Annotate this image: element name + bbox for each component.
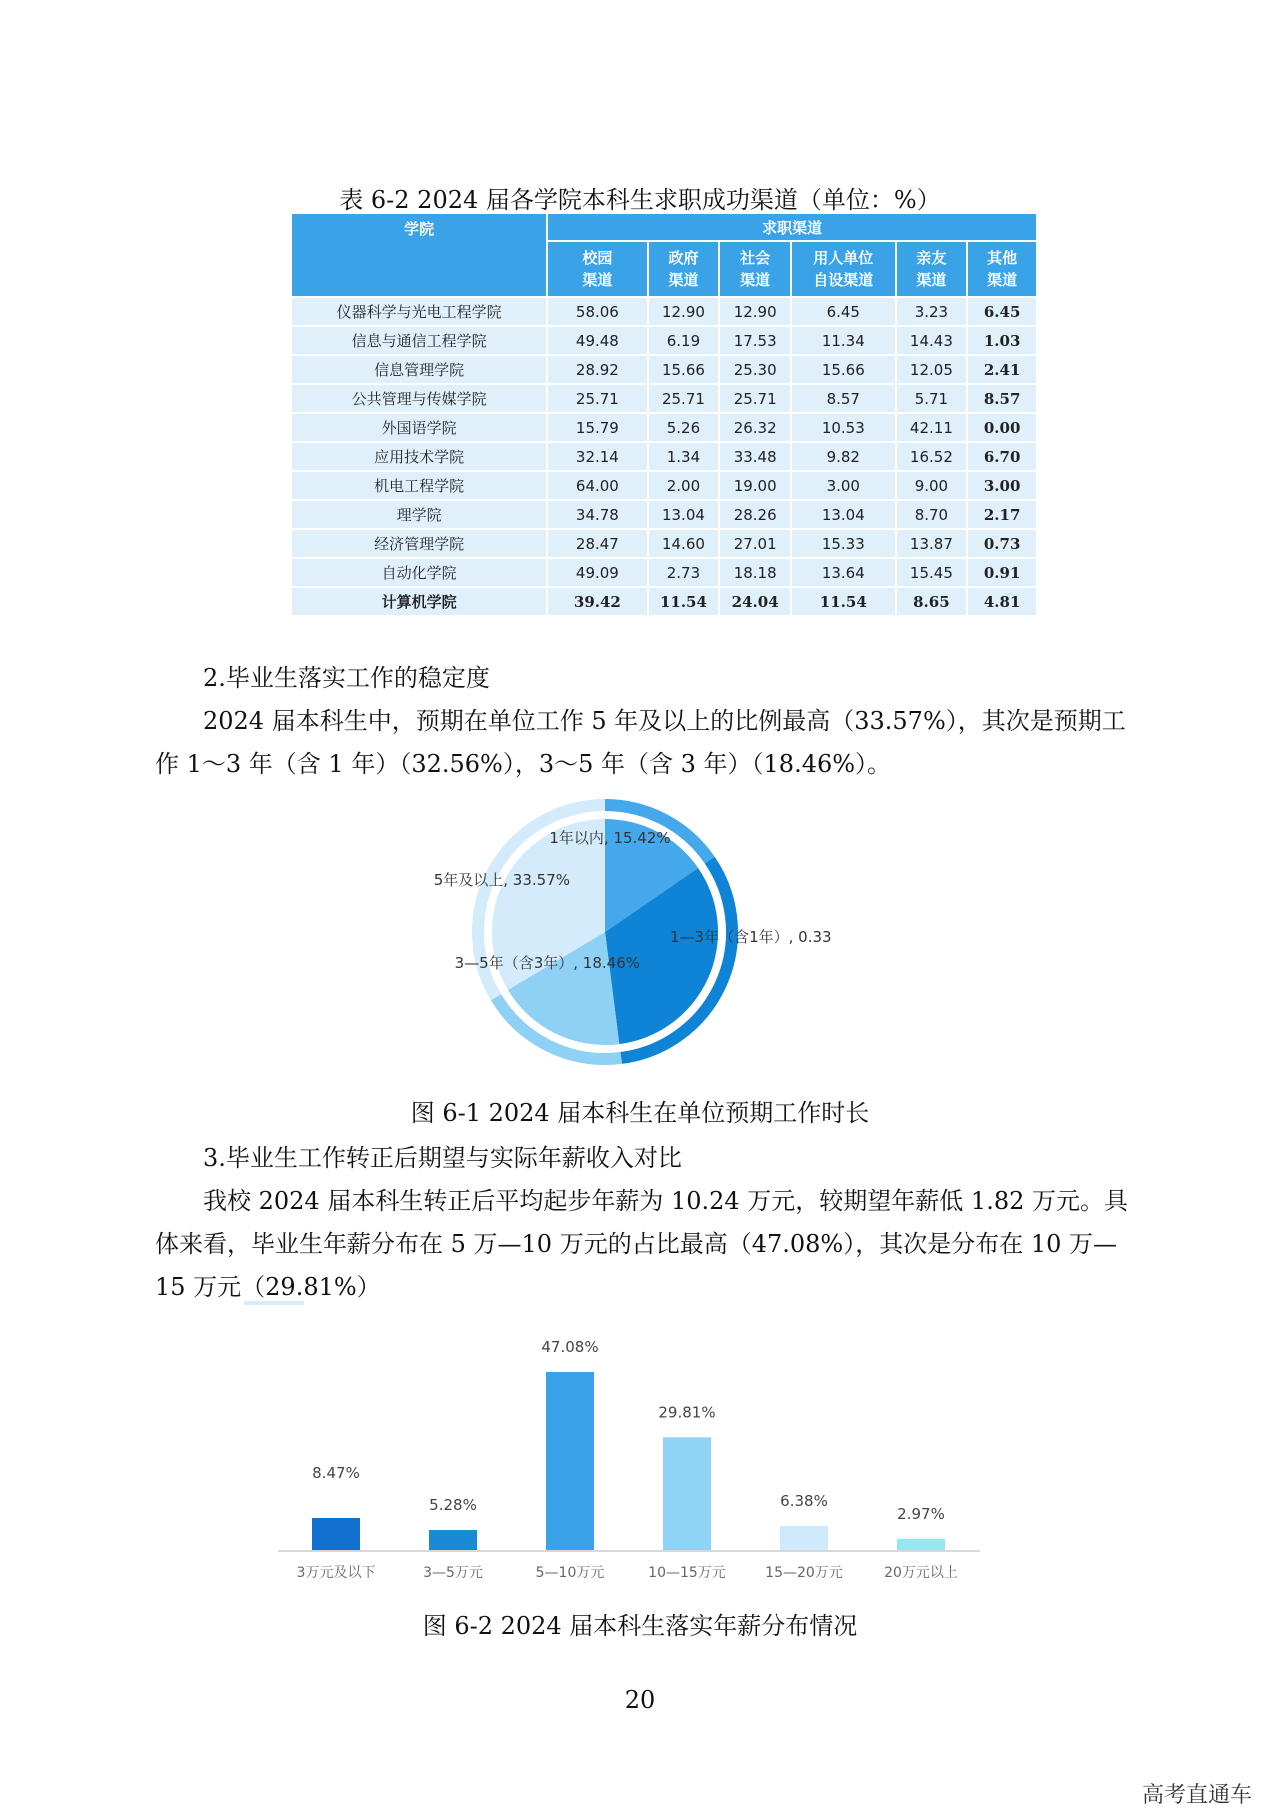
bar-value-label: 47.08% <box>541 1338 599 1356</box>
x-tick-label: 3—5万元 <box>423 1565 483 1581</box>
value-cell: 16.52 <box>897 443 969 472</box>
table-row <box>292 588 1038 617</box>
value-cell: 11.54 <box>792 588 897 617</box>
value-cell: 13.04 <box>792 501 897 530</box>
value-cell: 15.66 <box>792 356 897 385</box>
value-cell: 15.79 <box>548 414 648 443</box>
value-cell: 25.30 <box>720 356 792 385</box>
value-cell: 12.90 <box>649 298 721 327</box>
value-cell: 3.23 <box>897 298 969 327</box>
value-cell: 58.06 <box>548 298 648 327</box>
section-3-heading: 3.毕业生工作转正后期望与实际年薪收入对比 <box>203 1144 682 1172</box>
bar <box>663 1437 711 1550</box>
bar <box>546 1372 594 1550</box>
value-cell: 3.00 <box>968 472 1038 501</box>
college-cell: 经济管理学院 <box>292 530 548 559</box>
section-3-body: 我校 2024 届本科生转正后平均起步年薪为 10.24 万元，较期望年薪低 1.82 万元。具体来看，毕业生年薪分布在 5 万—10 万元的占比最高（47.08%），其次是分布在 10 万—15 万元（29.81%） <box>155 1187 1128 1301</box>
column-header <box>649 242 721 298</box>
value-cell: 28.26 <box>720 501 792 530</box>
college-cell: 计算机学院 <box>292 588 548 617</box>
value-cell: 24.04 <box>720 588 792 617</box>
column-header-line2: 渠道 <box>916 271 947 289</box>
value-cell: 11.34 <box>792 327 897 356</box>
column-header <box>720 242 792 298</box>
column-header-line2: 自设渠道 <box>813 271 874 289</box>
channel-group-header: 求职渠道 <box>548 214 1038 242</box>
bar-chart <box>0 1300 1280 1600</box>
value-cell: 25.71 <box>649 385 721 414</box>
value-cell: 1.34 <box>649 443 721 472</box>
pie-slice-label: 3—5年（含3年）, 18.46% <box>454 954 640 972</box>
value-cell: 6.45 <box>792 298 897 327</box>
value-cell: 8.57 <box>792 385 897 414</box>
bar <box>312 1518 360 1550</box>
table-caption: 表 6-2 2024 届各学院本科生求职成功渠道（单位：%） <box>339 186 941 214</box>
value-cell: 8.57 <box>968 385 1038 414</box>
table-row <box>292 414 1038 443</box>
value-cell: 13.04 <box>649 501 721 530</box>
value-cell: 27.01 <box>720 530 792 559</box>
column-header-line1: 校园 <box>582 249 613 267</box>
value-cell: 13.64 <box>792 559 897 588</box>
value-cell: 6.19 <box>649 327 721 356</box>
x-tick-label: 10—15万元 <box>648 1565 726 1581</box>
value-cell: 42.11 <box>897 414 969 443</box>
value-cell: 17.53 <box>720 327 792 356</box>
table-row <box>292 472 1038 501</box>
section-3 <box>155 1137 1135 1309</box>
table-row <box>292 501 1038 530</box>
value-cell: 0.91 <box>968 559 1038 588</box>
column-header <box>897 242 969 298</box>
column-header-line1: 社会 <box>740 249 771 267</box>
college-cell: 机电工程学院 <box>292 472 548 501</box>
college-cell: 应用技术学院 <box>292 443 548 472</box>
pie-slice-label: 1年以内, 15.42% <box>549 829 671 847</box>
value-cell: 1.03 <box>968 327 1038 356</box>
x-tick-label: 5—10万元 <box>535 1565 605 1581</box>
value-cell: 49.48 <box>548 327 648 356</box>
table-row <box>292 356 1038 385</box>
table-row <box>292 559 1038 588</box>
value-cell: 15.66 <box>649 356 721 385</box>
bar-value-label: 29.81% <box>658 1403 716 1422</box>
value-cell: 28.47 <box>548 530 648 559</box>
value-cell: 18.18 <box>720 559 792 588</box>
table-row <box>292 443 1038 472</box>
college-cell: 仪器科学与光电工程学院 <box>292 298 548 327</box>
value-cell: 3.00 <box>792 472 897 501</box>
column-header-line1: 亲友 <box>916 249 947 267</box>
table-row <box>292 385 1038 414</box>
x-tick-label: 15—20万元 <box>765 1565 843 1581</box>
column-header-line2: 渠道 <box>740 271 771 289</box>
value-cell: 26.32 <box>720 414 792 443</box>
column-header <box>792 242 897 298</box>
pie-slice-label: 1—3年（含1年）, 0.33 <box>670 928 832 946</box>
value-cell: 32.14 <box>548 443 648 472</box>
bar-value-label: 5.28% <box>429 1496 477 1515</box>
value-cell: 8.70 <box>897 501 969 530</box>
value-cell: 9.82 <box>792 443 897 472</box>
column-header-line1: 政府 <box>668 249 699 267</box>
table-row <box>292 298 1038 327</box>
column-header <box>968 242 1038 298</box>
value-cell: 6.70 <box>968 443 1038 472</box>
value-cell: 25.71 <box>548 385 648 414</box>
value-cell: 14.60 <box>649 530 721 559</box>
table-row <box>292 530 1038 559</box>
column-header-line2: 渠道 <box>668 271 699 289</box>
college-cell: 公共管理与传媒学院 <box>292 385 548 414</box>
college-cell: 信息管理学院 <box>292 356 548 385</box>
value-cell: 10.53 <box>792 414 897 443</box>
table-body <box>292 298 1038 617</box>
section-2-body: 2024 届本科生中，预期在单位工作 5 年及以上的比例最高（33.57%），其次是预期工作 1～3 年（含 1 年）（32.56%），3～5 年（含 3 年）（18.46%）。 <box>155 707 1126 778</box>
column-header <box>548 242 648 298</box>
value-cell: 34.78 <box>548 501 648 530</box>
value-cell: 5.26 <box>649 414 721 443</box>
column-header-line2: 渠道 <box>987 271 1018 289</box>
column-header-line1: 用人单位 <box>813 249 874 267</box>
bar <box>429 1530 477 1550</box>
section-2 <box>155 657 1135 786</box>
channel-table <box>292 214 1038 617</box>
value-cell: 9.00 <box>897 472 969 501</box>
pie-slice-label: 5年及以上, 33.57% <box>433 871 570 889</box>
bar-caption: 图 6-2 2024 届本科生落实年薪分布情况 <box>422 1612 858 1640</box>
page-number: 20 <box>624 1686 656 1714</box>
table-row <box>292 327 1038 356</box>
college-header: 学院 <box>292 214 548 298</box>
value-cell: 14.43 <box>897 327 969 356</box>
value-cell: 39.42 <box>548 588 648 617</box>
bar-value-label: 8.47% <box>312 1463 360 1482</box>
section-2-heading: 2.毕业生落实工作的稳定度 <box>203 664 490 692</box>
pie-chart <box>0 790 1280 1080</box>
value-cell: 0.00 <box>968 414 1038 443</box>
college-cell: 外国语学院 <box>292 414 548 443</box>
value-cell: 5.71 <box>897 385 969 414</box>
decorative-line <box>244 1301 304 1305</box>
watermark: 高考直通车 <box>1141 1783 1252 1808</box>
value-cell: 2.73 <box>649 559 721 588</box>
value-cell: 49.09 <box>548 559 648 588</box>
bar <box>780 1526 828 1550</box>
value-cell: 33.48 <box>720 443 792 472</box>
value-cell: 13.87 <box>897 530 969 559</box>
value-cell: 2.41 <box>968 356 1038 385</box>
value-cell: 4.81 <box>968 588 1038 617</box>
value-cell: 15.33 <box>792 530 897 559</box>
x-tick-label: 3万元及以下 <box>296 1565 376 1581</box>
value-cell: 19.00 <box>720 472 792 501</box>
bar <box>897 1539 945 1550</box>
value-cell: 25.71 <box>720 385 792 414</box>
value-cell: 8.65 <box>897 588 969 617</box>
column-header-line2: 渠道 <box>582 271 613 289</box>
college-cell: 理学院 <box>292 501 548 530</box>
value-cell: 0.73 <box>968 530 1038 559</box>
value-cell: 28.92 <box>548 356 648 385</box>
bar-value-label: 6.38% <box>780 1491 828 1510</box>
college-cell: 自动化学院 <box>292 559 548 588</box>
value-cell: 2.00 <box>649 472 721 501</box>
value-cell: 2.17 <box>968 501 1038 530</box>
value-cell: 6.45 <box>968 298 1038 327</box>
column-header-line1: 其他 <box>987 249 1018 267</box>
x-tick-label: 20万元以上 <box>884 1565 958 1581</box>
bar-value-label: 2.97% <box>897 1504 945 1523</box>
value-cell: 15.45 <box>897 559 969 588</box>
value-cell: 11.54 <box>649 588 721 617</box>
college-cell: 信息与通信工程学院 <box>292 327 548 356</box>
value-cell: 64.00 <box>548 472 648 501</box>
value-cell: 12.05 <box>897 356 969 385</box>
pie-caption: 图 6-1 2024 届本科生在单位预期工作时长 <box>410 1099 870 1127</box>
value-cell: 12.90 <box>720 298 792 327</box>
